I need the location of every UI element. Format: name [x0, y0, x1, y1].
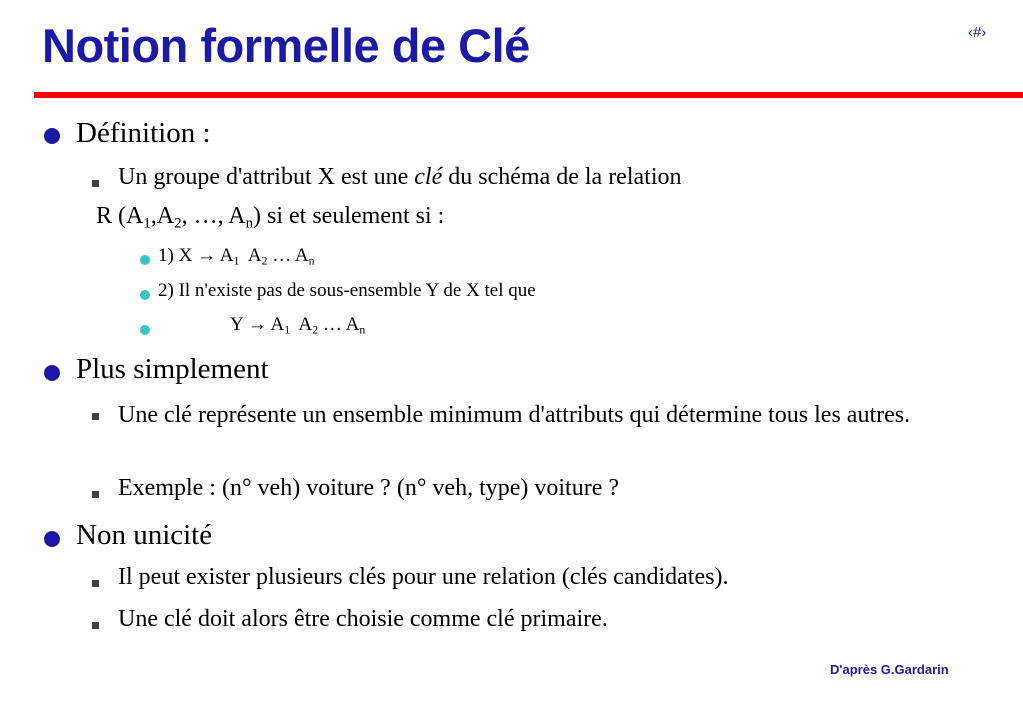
slide-title: Notion formelle de Clé [42, 19, 530, 72]
bullet-icon [140, 325, 150, 335]
condition-1: 1) $X \to A_1$ $A_2$ … $A_n$ [158, 245, 315, 268]
square-bullet-icon [92, 180, 99, 187]
title-divider [34, 92, 1023, 98]
definition-text: Un groupe d'attribut X est une clé du schéma de la relation [118, 164, 682, 190]
bullet-icon [44, 365, 60, 381]
square-bullet-icon [92, 491, 99, 498]
simple-item-1: Une clé représente un ensemble minimum d'attributs qui détermine tous les autres. [118, 402, 911, 428]
nonunique-item-1: Il peut exister plusieurs clés pour une relation (clés candidates). [118, 564, 729, 590]
bullet-icon [44, 128, 60, 144]
nonunique-heading: Non unicité [76, 519, 213, 551]
key-term: clé [414, 164, 443, 190]
relation-schema: R ($A_1,A_2$, …, $A_n$) si et seulement si : [96, 203, 445, 232]
square-bullet-icon [92, 580, 99, 587]
bullet-icon [140, 255, 150, 265]
bullet-icon [140, 290, 150, 300]
definition-heading: Définition : [76, 117, 211, 149]
credit-text: D'après G.Gardarin [830, 662, 949, 677]
simple-heading: Plus simplement [76, 353, 269, 385]
square-bullet-icon [92, 622, 99, 629]
condition-2: 2) Il n'existe pas de sous-ensemble Y de X tel que [158, 280, 536, 301]
nonunique-item-2: Une clé doit alors être choisie comme clé primaire. [118, 606, 608, 632]
condition-3: $Y \to A_1$ $A_2$ … $A_n$ [230, 314, 366, 337]
bullet-icon [44, 531, 60, 547]
slide-number: ‹#› [968, 24, 987, 41]
simple-item-2: Exemple : (n° veh) voiture ? (n° veh, type) voiture ? [118, 475, 620, 501]
square-bullet-icon [92, 413, 99, 420]
